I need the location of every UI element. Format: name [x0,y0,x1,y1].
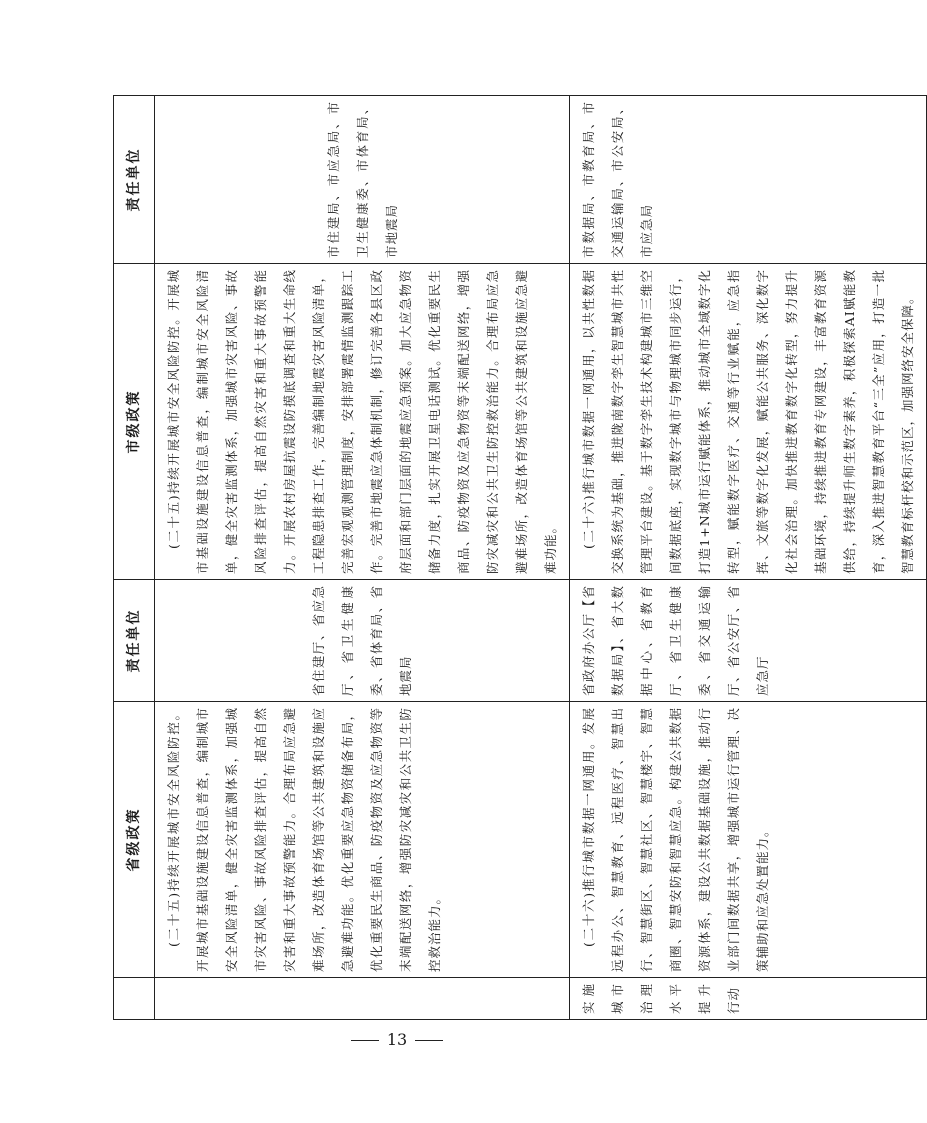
page-number-value: 13 [386,1030,408,1049]
header-province-policy: 省级政策 [114,702,155,978]
header-category [114,978,155,1020]
table-row [155,96,570,1020]
header-province-unit: 责任单位 [114,580,155,702]
policy-table [113,95,927,1020]
row-category [155,978,570,1020]
row-province-unit: 省政府办公厅【省数据局】、省大数据中心、省教育厅、省卫生健康委、省交通运输厅、省公安厅、省应急厅 [570,580,927,702]
page-number [0,1030,794,1049]
row-province-unit: 省住建厅、省应急厅、省卫生健康委、省体育局、省地震局 [155,580,570,702]
page-number-dash-left [351,1040,379,1041]
header-row [114,96,155,1020]
table-row [570,96,927,1020]
rotated-page [113,96,915,1020]
row-province-policy: (二十五)持续开展城市安全风险防控。开展城市基础设施建设信息普查，编制城市安全风险清单，健全灾害监测体系，加强城市灾害风险、事故风险排查评估，提高自然灾害和重大事故预警能力。合理布局应急避难场所，改造体育场馆等公共建筑和设施应急避难功能。优化重要应急物资储备布局，优化重要民生商品、防疫物资及应急物资等末端配送网络，增强防灾减灾和公共卫生防控救治能力。 [155,702,570,978]
row-city-policy: (二十五)持续开展城市安全风险防控。开展城市基础设施建设信息普查，编制城市安全风险清单，健全灾害监测体系，加强城市灾害风险、事故风险排查评估，提高自然灾害和重大事故预警能力。开展农村房屋抗震设防摸底调查和重大生命线工程隐患排查工作，完善编制地震灾害风险清单，完善宏观观测管理制度，安排部署震情监测跟踪工作。完善市地震应急体制机制，修订完善各县区政府层面和部门层面的地震应急预案。加大应急物资储备力度，扎实开展卫星电话测试。优化重要民生商品、防疫物资及应急物资等末端配送网络，增强防灾减灾和公共卫生防控救治能力。合理布局应急避难场所，改造体育场馆等公共建筑和设施应急避难功能。 [155,264,570,580]
row-city-unit: 市数据局、市教育局、市交通运输局、市公安局、市应急局 [570,96,927,264]
page-number-dash-right [415,1040,443,1041]
row-city-policy: (二十六)推行城市数据一网通用，以共性数据交换系统为基础，推进陇南数字孪生智慧城市共性管理平台建设。基于数字孪生技术构建城市三维空间数据底座，实现数字城市与物理城市同步运行，打造1+N城市运行赋能体系，推动城市全域数字化转型，赋能数字医疗、交通等行业赋能，应急指挥、文旅等数字化发展，赋能公共服务、深化数字化社会治理。加快推进教育数字化转型，努力提升基础环境，持续推进教育专网建设，丰富教育资源供给，持续提升师生数字素养，积极探索AI赋能教育，深入推进智慧教育平台“三全”应用，打造一批智慧教育标杆校和示范区，加强网络安全保障。 [570,264,927,580]
row-city-unit: 市住建局、市应急局、市卫生健康委、市体育局、市地震局 [155,96,570,264]
row-province-policy: (二十六)推行城市数据一网通用。发展远程办公、智慧教育、远程医疗、智慧出行、智慧街区、智慧社区、智慧楼宇、智慧商圈、智慧安防和智慧应急。构建公共数据资源体系，建设公共数据基础设施，推动行业部门间数据共享，增强城市运行管理、决策辅助和应急处置能力。 [570,702,927,978]
header-city-unit: 责任单位 [114,96,155,264]
row-category: 实施城市治理水平提升行动 [570,978,927,1020]
header-city-policy: 市级政策 [114,264,155,580]
rotated-table-container [113,96,915,1020]
